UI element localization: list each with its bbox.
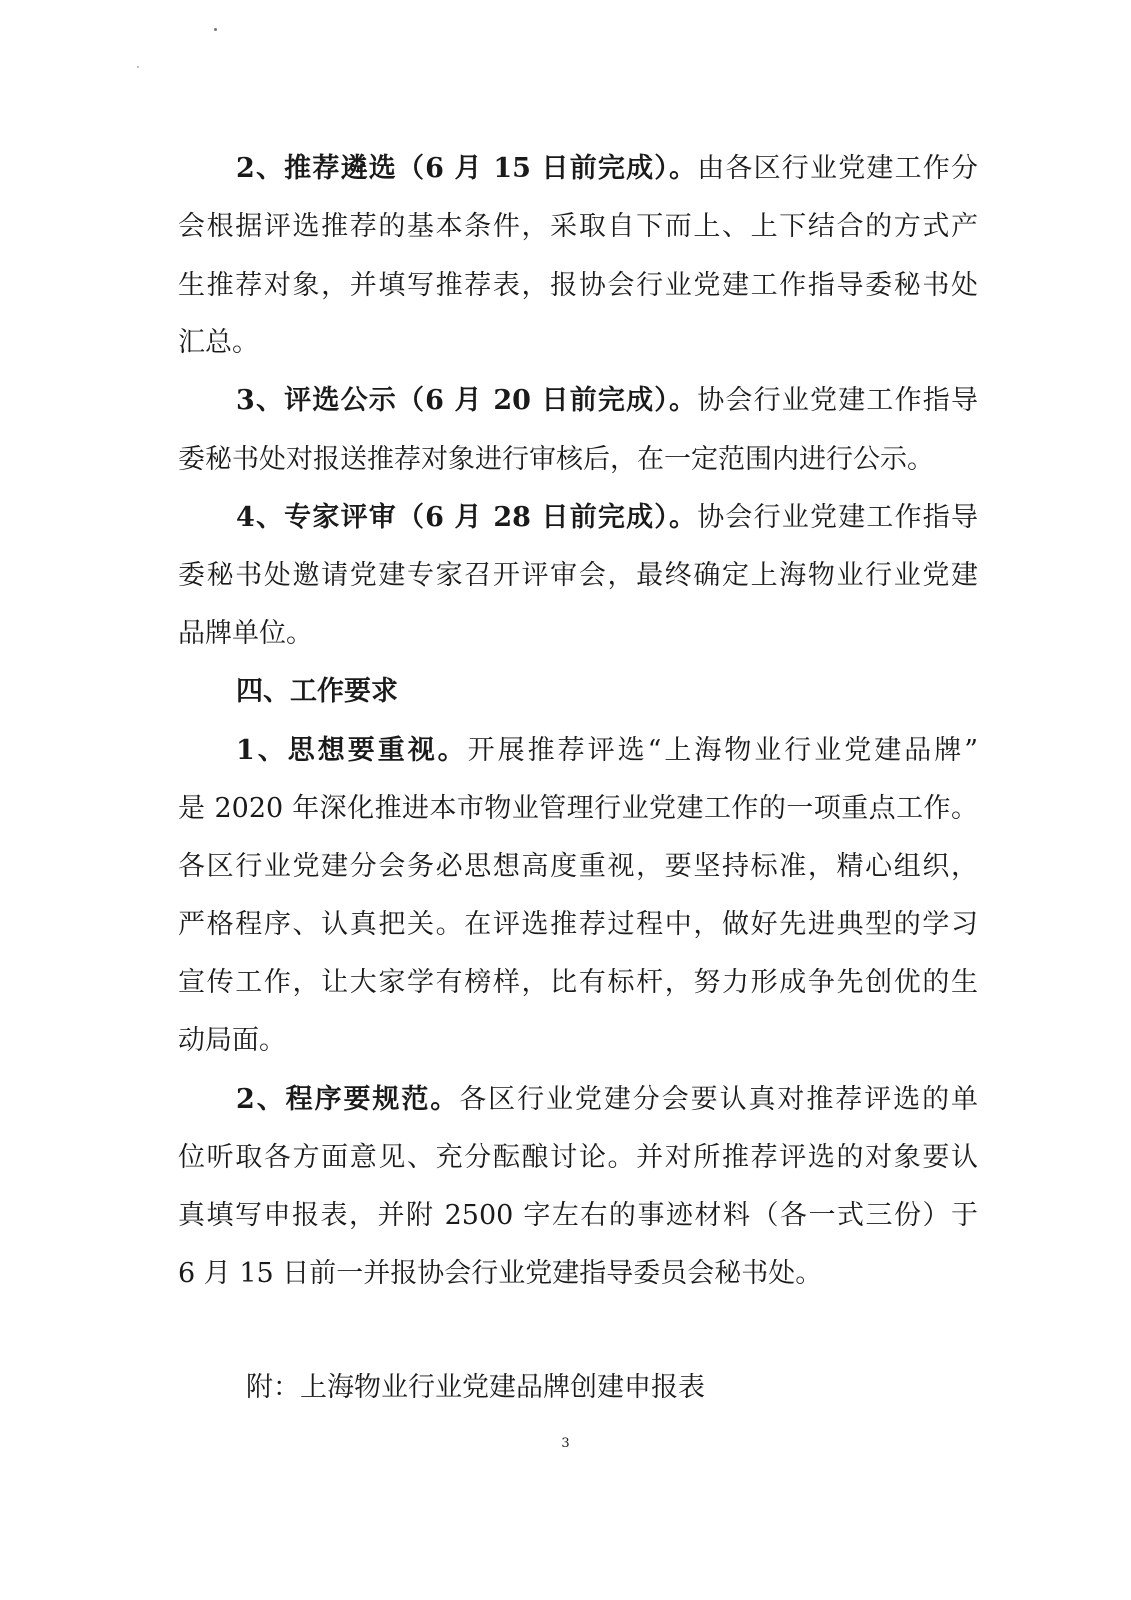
paragraph-line: [236, 731, 978, 771]
paragraph-line: 委秘书处对报送推荐对象进行审核后，在一定范围内进行公示。: [178, 444, 934, 475]
paragraph-line: [236, 381, 978, 421]
paragraph-line: 位听取各方面意见、充分酝酿讨论。并对所推荐评选的对象要认: [178, 1142, 978, 1173]
paragraph-lead: 2、程序要规范。: [236, 1084, 460, 1115]
paragraph-line: 真填写申报表，并附 2500 字左右的事迹材料（各一式三份）于: [178, 1200, 978, 1231]
paragraph-line: 各区行业党建分会务必思想高度重视，要坚持标准，精心组织，: [178, 851, 978, 882]
paragraph-line: [236, 149, 978, 189]
paragraph-line: [236, 1080, 978, 1120]
section-heading: 四、工作要求: [236, 676, 398, 707]
paragraph-line: 动局面。: [178, 1025, 286, 1056]
page-number: 3: [561, 1436, 570, 1451]
paragraph-lead: 4、专家评审（6 月 28 日前完成）。: [236, 502, 698, 533]
paragraph-line: 汇总。: [178, 327, 259, 358]
paragraph-line: 委秘书处邀请党建专家召开评审会，最终确定上海物业行业党建: [178, 560, 978, 591]
paragraph-text: 协会行业党建工作指导: [697, 385, 978, 416]
paragraph-line: 6 月 15 日前一并报协会行业党建指导委员会秘书处。: [178, 1258, 823, 1289]
paragraph-line: 是 2020 年深化推进本市物业管理行业党建工作的一项重点工作。: [178, 793, 978, 824]
paragraph-line: [236, 498, 978, 538]
paragraph-lead: 2、推荐遴选（6 月 15 日前完成）。: [236, 153, 698, 184]
paragraph-lead: 3、评选公示（6 月 20 日前完成）。: [236, 385, 698, 416]
paragraph-lead: 1、思想要重视。: [236, 735, 468, 766]
scan-speck: [137, 66, 139, 68]
paragraph-text: 开展推荐评选“上海物业行业党建品牌”: [467, 735, 979, 766]
paragraph-line: 宣传工作，让大家学有榜样，比有标杆，努力形成争先创优的生: [178, 967, 978, 998]
paragraph-text: 协会行业党建工作指导: [697, 502, 978, 533]
attachment-note: 附：上海物业行业党建品牌创建申报表: [246, 1372, 705, 1403]
paragraph-line: 严格程序、认真把关。在评选推荐过程中，做好先进典型的学习: [178, 909, 978, 940]
paragraph-text: 由各区行业党建工作分: [697, 153, 978, 184]
paragraph-line: 品牌单位。: [178, 618, 313, 649]
paragraph-text: 各区行业党建分会要认真对推荐评选的单: [459, 1084, 978, 1115]
scan-speck: [214, 28, 217, 31]
paragraph-line: 会根据评选推荐的基本条件，采取自下而上、上下结合的方式产: [178, 211, 978, 242]
paragraph-line: 生推荐对象，并填写推荐表，报协会行业党建工作指导委秘书处: [178, 270, 978, 301]
